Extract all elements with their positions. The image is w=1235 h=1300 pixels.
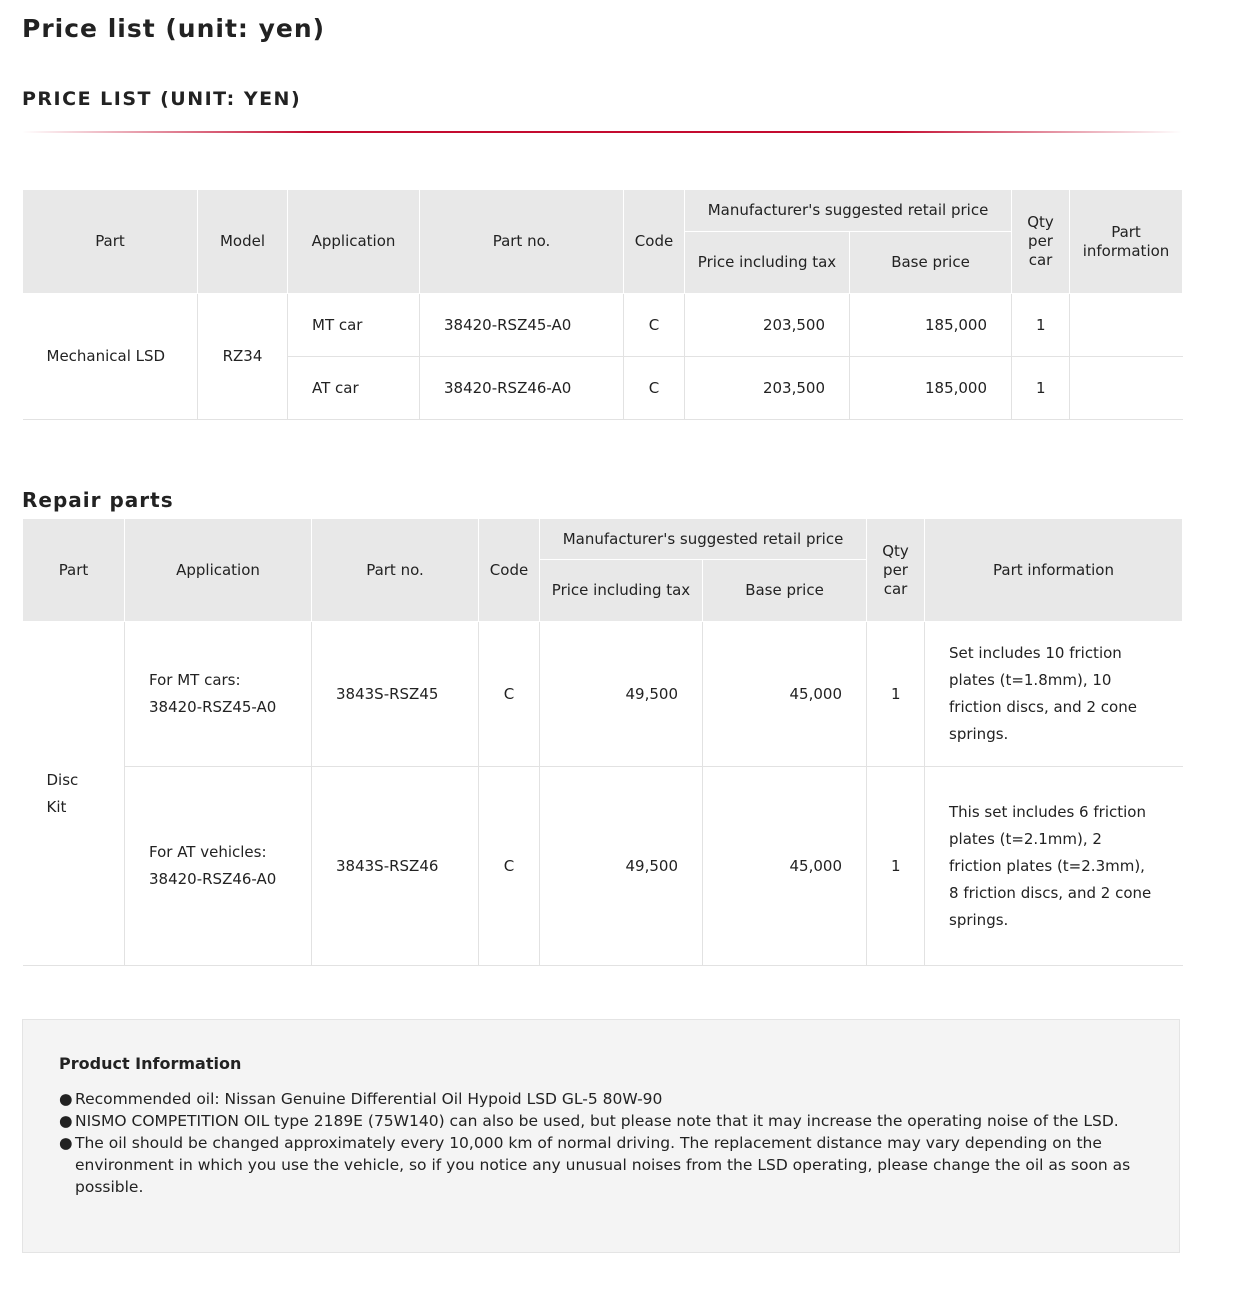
part-no-cell: 3843S-RSZ46: [312, 767, 479, 966]
part-no-cell: 3843S-RSZ45: [312, 622, 479, 767]
header-part: Part: [23, 190, 198, 294]
header-code: Code: [624, 190, 685, 294]
header-code: Code: [479, 519, 540, 622]
code-cell: C: [479, 767, 540, 966]
repair-parts-heading: Repair parts: [22, 488, 174, 512]
application-cell: MT car: [288, 294, 420, 357]
product-information-list: [59, 1088, 1151, 1198]
header-part-no: Part no.: [312, 519, 479, 622]
header-part-no: Part no.: [420, 190, 624, 294]
qty-cell: 1: [1012, 294, 1070, 357]
list-item-text: NISMO COMPETITION OIL type 2189E (75W140) can also be used, but please note that it may increase the operating noise of the LSD.: [75, 1112, 1119, 1130]
product-information-box: [22, 1019, 1180, 1253]
part-info-cell: [1070, 294, 1183, 357]
base-price-cell: 45,000: [703, 622, 867, 767]
header-qty: Qty per car: [867, 519, 925, 622]
base-price-cell: 45,000: [703, 767, 867, 966]
price-incl-tax-cell: 203,500: [685, 357, 850, 420]
price-incl-tax-cell: 203,500: [685, 294, 850, 357]
price-list-table: [22, 189, 1183, 420]
application-cell: AT car: [288, 357, 420, 420]
qty-cell: 1: [867, 767, 925, 966]
part-no-cell: 38420-RSZ46-A0: [420, 357, 624, 420]
list-item: [59, 1110, 1151, 1132]
header-msrp: Manufacturer's suggested retail price: [540, 519, 867, 560]
table-row: [23, 622, 1183, 767]
list-item-text: Recommended oil: Nissan Genuine Differential Oil Hypoid LSD GL-5 80W-90: [75, 1090, 663, 1108]
table-row: [23, 767, 1183, 966]
header-part-info: Part information: [1070, 190, 1183, 294]
header-application: Application: [288, 190, 420, 294]
code-cell: C: [479, 622, 540, 767]
header-msrp: Manufacturer's suggested retail price: [685, 190, 1012, 232]
table-row: [23, 294, 1183, 357]
part-name: Mechanical LSD: [23, 294, 198, 420]
part-info-cell: This set includes 6 friction plates (t=2.1mm), 2 friction plates (t=2.3mm), 8 friction discs, and 2 cone springs.: [925, 767, 1183, 966]
repair-parts-table: [22, 518, 1183, 966]
bullet-icon: ●: [59, 1090, 73, 1108]
base-price-cell: 185,000: [850, 357, 1012, 420]
header-qty: Qty per car: [1012, 190, 1070, 294]
application-cell: For MT cars: 38420-RSZ45-A0: [125, 622, 312, 767]
price-incl-tax-cell: 49,500: [540, 622, 703, 767]
product-information-title: Product Information: [59, 1054, 242, 1073]
part-info-cell: Set includes 10 friction plates (t=1.8mm), 10 friction discs, and 2 cone springs.: [925, 622, 1183, 767]
header-part-info: Part information: [925, 519, 1183, 622]
list-item: [59, 1132, 1151, 1198]
code-cell: C: [624, 294, 685, 357]
header-price-incl-tax: Price including tax: [685, 232, 850, 294]
list-item-text: The oil should be changed approximately every 10,000 km of normal driving. The replacement distance may vary depending on the environment in which you use the vehicle, so if you notice any unusual noises from the LSD operating, please change the oil as soon as possible.: [75, 1134, 1131, 1196]
header-application: Application: [125, 519, 312, 622]
price-incl-tax-cell: 49,500: [540, 767, 703, 966]
part-no-cell: 38420-RSZ45-A0: [420, 294, 624, 357]
bullet-icon: ●: [59, 1134, 73, 1152]
part-name: Disc Kit: [23, 622, 125, 966]
page-title: Price list (unit: yen): [22, 14, 326, 43]
header-price-incl-tax: Price including tax: [540, 560, 703, 622]
header-part: Part: [23, 519, 125, 622]
part-info-cell: [1070, 357, 1183, 420]
qty-cell: 1: [1012, 357, 1070, 420]
header-model: Model: [198, 190, 288, 294]
price-list-heading: PRICE LIST (UNIT: YEN): [22, 88, 302, 110]
header-base-price: Base price: [703, 560, 867, 622]
qty-cell: 1: [867, 622, 925, 767]
code-cell: C: [624, 357, 685, 420]
accent-divider: [22, 131, 1182, 133]
header-base-price: Base price: [850, 232, 1012, 294]
application-cell: For AT vehicles: 38420-RSZ46-A0: [125, 767, 312, 966]
list-item: [59, 1088, 1151, 1110]
base-price-cell: 185,000: [850, 294, 1012, 357]
bullet-icon: ●: [59, 1112, 73, 1130]
model-cell: RZ34: [198, 294, 288, 420]
